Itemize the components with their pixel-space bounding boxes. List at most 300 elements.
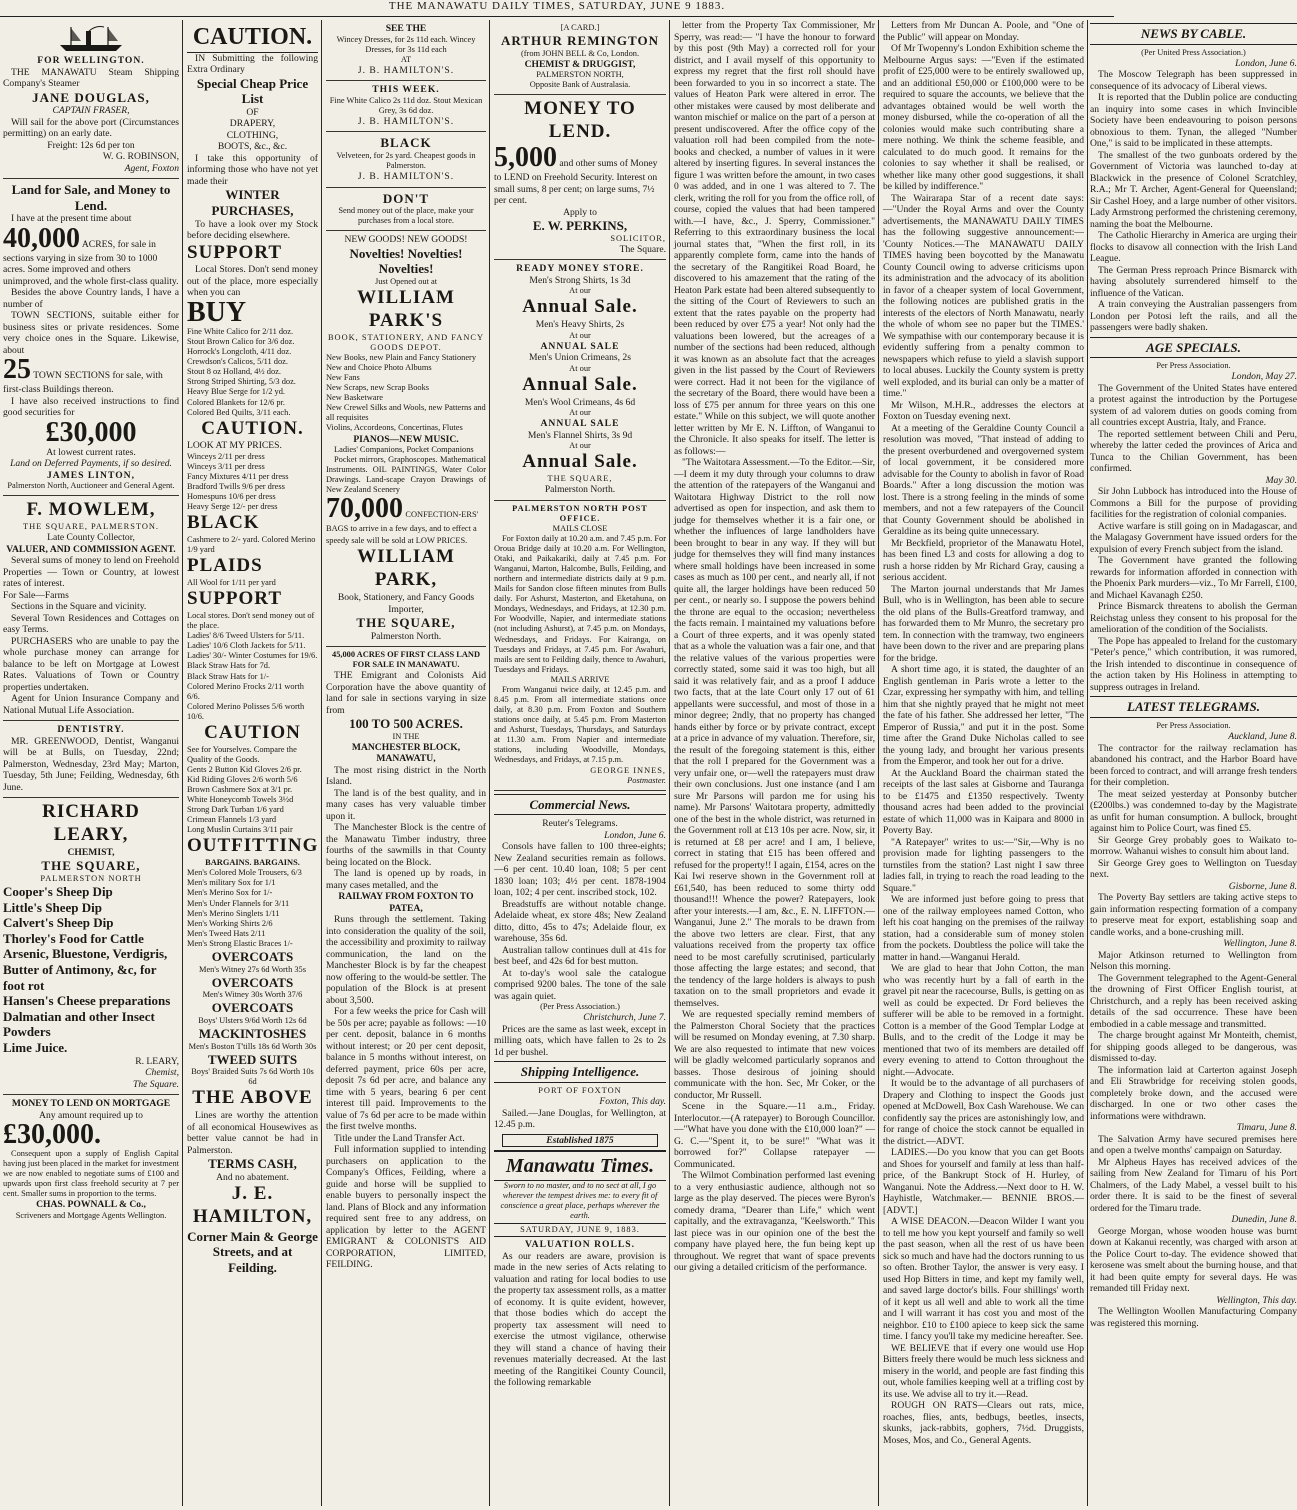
emig-title: Title under the Land Transfer Act.	[334, 1132, 465, 1144]
wool-sale: At to-day's wool sale the catalogue comprised 9200 bales. The tone of the sale was again quiet.	[494, 967, 666, 1002]
local-p13: It would be to the advantage of all purchasers of Drapery and Clothing to inspect the Goods just opened at McDowell, Box Cash Warehouse. We can confidently say the prices are astonishingly low, and for range of choice the stock cannot be equalled in the district.—ADVT.	[883, 1078, 1084, 1147]
column-rule	[1087, 20, 1088, 1506]
emig-in-the: IN THE	[392, 731, 420, 741]
look: To have a look over my Stock before deciding elsewhere.	[187, 218, 318, 242]
news-london: London, June 6.	[1235, 57, 1297, 69]
local-p5: At a meeting of the Geraldine County Council a resolution was moved, "That instead of adding to the present overburdened and overgoverned system of local government, it be considered more advisable for the County to abolish in favor of Road Boards." After a long discussion the motion was lost. There is a strong feeling in the minds of some members, and not a few ratepayers of the Council that County Government should be abolished in Geraldine as its being quite unnecessary.	[883, 422, 1084, 537]
postmaster: GEORGE INNES,	[590, 765, 666, 775]
send: Send money out of the place, make your purchases from a local store.	[338, 206, 474, 226]
chemist: CHEMIST & DRUGGIST,	[524, 58, 636, 70]
emigrant-advert	[326, 647, 486, 1275]
list-item: Men's Strong Elastic Braces 1/-	[187, 938, 293, 948]
emig-opened-up: The land is opened up by roads, in many cases metalled, and the	[326, 868, 486, 891]
overcoats3-body: Boys' Ulsters 9/6d Worth 12s 6d	[198, 1015, 307, 1025]
masthead: THE MANAWATU DAILY TIMES, SATURDAY, JUNE 9 1883.	[388, 0, 726, 12]
jb-hamilton-1: J. B. HAMILTON'S.	[357, 64, 455, 76]
velveteen: Velveteen, for 2s yard. Cheapest goods in Palmerston.	[336, 150, 476, 171]
land-acres-number: 40,000	[3, 222, 80, 254]
article-p3: We are requested specially remind members of the Palmerston Choral Society that the practices will be resumed on Monday evening, at 7.30 sharp. We are also requested to intimate that new voices will be gladly welcomed particularly sopranos and basses. Those desirous of joining should communicate with the hon. Sec, Mr Coker, or the conductor, Mr Russell.	[674, 1009, 875, 1101]
buy-heading: BUY	[187, 296, 247, 328]
list-item: New Crewel Silks and Wools, new Patterns and all requisites	[326, 403, 486, 423]
confection	[326, 495, 486, 546]
dentist-body: MR. GREENWOOD, Dentist, Wanganui will be at Bulls, on Tuesday, 22nd; Palmerston, Wednesday, 23rd May; Marton, Tuesday, 5th June; Feilding, Wednesday, 6th June.	[3, 735, 179, 793]
article-p2: "The Waitotara Assessment.—To the Editor.—Sir,—I deem it my duty through your columns to draw the attention of the ratepayers of the Wanganui and Waitotara Highway District to the roll now advertised as open for inspection, and ask them to judge for themselves whether it is a fair one, or whether the influences of large landholders have been brought to bear in any way. If they will but judge for themselves they will find many instances where small holdings have been increased in some cases as much as 100 per cent., and nearly all, if not quite all, the larger holdings have been reduced 50 per cent., or nearly so. I suppose the powers behind the throne are equal to the occasion; nevertheless the facts remain. I maintained my valuations before a Court of three experts, and it was openly stated that as a whole the valuation was a fair one, and that the relative values of the various properties were correctly stated, some said it was too high, but all said it was relatively fair, and as a proof I adduce two facts, that at the late Court only 17 out of 61 appellants were successful, and most of those in a minor degree; 2ndly, that no property has changed hands either by force or by private contract, except at a price in advance of my valuation. Therefore, sir, the result of the foregoing statement is this, either that the roll I prepared for the Government was a very unfair one, or—well the ratepayers must draw their own conclusions. Just one instance (and I am sure Mr Parsons will pardon me for using his name). Mr Parsons' Waitotara property, admittedly one of the best in the whole district, was returned in the Government roll at £13 10s per acre. Now, sir, it is returned at £8 per acre! and I am, I believe, correct in stating that £15 has been offered and refused for the property!! I again, £154, acres on the Kai Iwi reserve shown in the Government roll at £61,540, has been reduced to some thirty odd thousand!!! Whence the power? Ratepayers, look after your interests.—I am, &c., E. N. LIFFTON.— Wanganui, June 2." The morals to be drawn from the above two letters are clear. First, that any valuations received from the property tax office need to be most carefully scrutinised, particularly those affecting the large estates; and second, that the tendency of the large holders is always to push taxation on to the small proprietors and evade it themselves.	[674, 457, 875, 1009]
see-the: SEE THE	[385, 23, 427, 34]
latest-dunedin: Dunedin, June 8.	[1231, 1214, 1297, 1226]
list-item: Violins, Accordeons, Concertinas, Flutes	[326, 423, 463, 433]
money-title: MONEY TO LEND ON MORTGAGE	[11, 1098, 171, 1110]
this-week-advert	[326, 81, 486, 132]
column-rule	[878, 20, 879, 1506]
latest-l4: Sir George Grey goes to Wellington on Tuesday next.	[1090, 857, 1297, 881]
list-item: Men's Colored Mole Trousers, 6/3	[187, 868, 302, 878]
land-town: TOWN SECTIONS, suitable either for business sites or private residences. Some very choice ones in the Square. Likewise, about	[3, 310, 179, 356]
dont: DON'T	[382, 190, 430, 206]
land-instructions: I have also received instructions to find good securities for	[3, 395, 179, 419]
store-pn: Palmerston North.	[544, 484, 616, 496]
list-item: Long Muslin Curtains 3/11 pair	[187, 825, 293, 835]
column-6	[880, 20, 1087, 1506]
calico: Fine White Calico 2s 11d doz. Stout Mexican Grey, 3s 6d doz.	[329, 95, 483, 115]
consols: Consols have fallen to 100 three-eights; New Zealand securities remain as follows.—6 per cent. 10.40 loan, 108; 5 per cent 1830 loan; 103; 4½ per cent. 1878-1904 loan, 102; 4 per cent. inscribed stock, 102.	[494, 841, 666, 899]
annual-2: Annual Sale.	[522, 373, 638, 395]
money-intro: Any amount required up to	[39, 1109, 143, 1121]
list-item: Dalmatian and other Insect Powders	[3, 1008, 155, 1040]
leary-name: RICHARD LEARY,	[42, 801, 140, 846]
list-item: New and Choice Photo Albums	[326, 362, 432, 372]
local-p10: "A Ratepayer" writes to us:—"Sir,—Why is no provision made for lighting passengers to the turnstiles from the station? Last night I saw three ladies fall, in trying to reach the road leading to the Square."	[883, 836, 1084, 894]
leary-square: THE SQUARE,	[41, 858, 141, 874]
jb-hamilton-advert	[326, 20, 486, 81]
novelties: Novelties! Novelties!	[349, 245, 463, 261]
caution2-heading: CAUTION.	[201, 417, 304, 439]
list-item: Ladies' 30/- Winter Costumes for 19/6.	[187, 651, 318, 661]
port: PORT OF FOXTON	[538, 1085, 622, 1095]
black: BLACK	[380, 135, 432, 151]
land-agent-role: Palmerston North, Auctioneer and General Agent.	[7, 481, 175, 491]
list-item: Strong Striped Shirting, 5/3 doz.	[187, 377, 296, 387]
list-item: Arsenic, Bluestone, Verdigris, Butter of Antimony, &c, for foot rot	[3, 946, 168, 993]
caution-title: CAUTION.	[187, 23, 318, 53]
list-item: Local stores. Don't send money out of the place.	[187, 611, 315, 631]
local-p11: We are informed just before going to press that one of the railway employees named Cotton, who left his coat hanging on the premises of the railway station, had a considerable sum of money stolen from the pockets. Doubtless the police will take the matter in hand.—Wanganui Herald.	[883, 894, 1084, 963]
list-item: Calvert's Sheep Dip	[3, 915, 114, 931]
tweed-body: Boys' Braided Suits 7s 6d Worth 10s 6d	[191, 1067, 314, 1087]
mowlem-addr: THE SQUARE, PALMERSTON.	[22, 522, 160, 532]
list-item: Gents 2 Button Kid Gloves 2/6 pr.	[187, 764, 302, 774]
emig-most: The most rising district in the North Island.	[326, 764, 486, 788]
land-title: Land for Sale, and Money to Lend.	[11, 182, 171, 213]
list-item: New Scraps, new Scrap Books	[326, 383, 430, 393]
list-item: Men's military Sox for 1/1	[187, 878, 276, 888]
latest-l6: Major Atkinson returned to Wellington from Nelson this morning.	[1090, 949, 1297, 973]
plaids-heading: PLAIDS	[187, 555, 263, 577]
mowlem-valuer: VALUER, AND COMMISSION AGENT.	[6, 543, 176, 555]
article-p5: The Wilmot Combination performed last evening to a very enthusiastic audience, although not so large as the play deserved. The pieces were Byron's comedy drama, "Dearer than Life," which went capitally, and the extravaganza, "Keelsworth." This last piece was in our opinion one of the best the company have played here, the fun being kept up throughout. We regret that want of space prevents our giving a detailed criticism of the performance.	[674, 1170, 875, 1273]
column-3	[323, 20, 489, 1506]
ladies: Ladies' Companions, Pocket Companions	[334, 445, 474, 455]
park-name: WILLIAM PARK'S	[357, 287, 455, 331]
age-a1: The Government of the United States have entered a protest against the introduction by the Portugese system of ad valorem duties on goods coming from all countries except Austria, Italy, and France.	[1090, 382, 1297, 429]
valuation-body: As our readers are aware, provision is made in the new series of Acts relating to valuation and rating for local bodies to use the property tax assessment rolls, as a matter of economy. It is quite evident, however, that those bodies which do accept the property tax assessment will need to exercise the utmost vigilance, otherwise they will stand a chance of having their revenues materially decreased. At the last meeting of the Rangitikei County Council, the following remarkable	[494, 1250, 666, 1389]
list-item: Colored Bed Quilts, 3/11 each.	[187, 407, 291, 417]
list-item: New Basketware	[326, 393, 383, 403]
list-item: Men's Working Shirts 2/6	[187, 918, 273, 928]
leary-sign3: The Square.	[132, 1078, 179, 1090]
land-town2: TOWN SECTIONS for sale, with first-class Buildings thereon.	[3, 370, 163, 396]
latest-l13: The Wellington Woollen Manufacturing Company was registered this morning.	[1090, 1306, 1297, 1329]
num5000: 5,000	[494, 142, 557, 173]
list-item: Winceys 2/11 per dress	[187, 451, 265, 461]
news-n6: A train conveying the Australian passengers from London per Potosi left the rails, and all the passengers were badly shaken.	[1090, 299, 1297, 334]
list-item: Lime Juice.	[3, 1039, 68, 1055]
overcoats-body: Men's Witney 27s 6d Worth 35s	[199, 964, 306, 974]
mails-close: MAILS CLOSE	[552, 523, 608, 533]
heavy: Men's Heavy Shirts, 2s	[535, 319, 625, 331]
local-p6: Mr Beckfield, proprietor of the Manawatu Hotel, has been fined L3 and costs for allowing a dog to rush a horse ridden by Mr Richard Gray, causing a serious accident.	[883, 537, 1084, 583]
column-5	[671, 20, 878, 1506]
mowlem-sale2: Sections in the Square and vicinity.	[11, 601, 147, 613]
no-abatement: And no abatement.	[216, 1171, 289, 1183]
caution3-heading: CAUTION	[204, 721, 301, 743]
list-item: Colored Blankets for 12/6 pr.	[187, 397, 285, 407]
news-n2: It is reported that the Dublin police are conducting an inquiry into some cases in which Invincible Society have been endeavouring to poison persons obnoxious to them. Tynan, the alleged "Number One," is said to be implicated in these attempts.	[1090, 92, 1297, 150]
latest-auckland: Auckland, June 8.	[1228, 731, 1297, 743]
wool: Men's Wool Crimeans, 4s 6d	[524, 396, 636, 408]
overcoats2-body: Men's Witney 30s Worth 37/6	[202, 990, 303, 1000]
above-heading: THE ABOVE	[192, 1087, 313, 1109]
local-p17: ROUGH ON RATS—Clears out rats, mice, roaches, flies, ants, bedbugs, beetles, insects, skunks, jack-rabbits, gophers, 7½d. Druggists, Moses, Mos, and Co., General Agents.	[883, 1400, 1084, 1446]
list-item: Men's Tweed Hats 2/11	[187, 928, 266, 938]
at-our-5: At our	[569, 441, 591, 451]
emig-runs: Runs through the settlement. Taking into consideration the quality of the soil, the accessibility and proximity to railway communication, the land on the Manchester Block is by far the cheapest now offering to the would-be settler. The population of the Block is at present about 3,500.	[326, 914, 486, 1006]
mowlem-name: F. MOWLEM,	[26, 499, 156, 521]
emig-terms: For a few weeks the price for Cash will be 50s per acre; payable as follows: —10 per cent. deposit, balance in 6 months without interest; or 20 per cent deposit, balance in 5 months without interest, on deferred payment, price 60s per acre, deposit 7s 6d per acre, and balance any time with 5 years, bearing 6 per cent interest till paid. Improvements to the value of 7s 6d per acre to be made within the first twelve months.	[326, 1006, 486, 1133]
list-item: Kid Riding Gloves 2/6 worth 5/6	[187, 774, 298, 784]
land-agent-name: JAMES LINTON,	[47, 469, 135, 481]
latest-l8: The charge brought against Mr Monteith, chemist, for shipping goods alleged to be dangerous, was dismissed to-day.	[1090, 1030, 1297, 1065]
novelties2: Novelties!	[378, 261, 434, 277]
latest-l2: The meat seized yesterday at Ponsonby butcher (£200lbs.) was condemned to-day by the Magistrate as unfit for human consumption. A bullock, brought against him to Police Court, was fined £5.	[1090, 788, 1297, 835]
list-item: Black Straw Hats for 7d.	[187, 661, 271, 671]
land-acres	[3, 222, 179, 288]
apply: Apply to	[563, 206, 597, 218]
latest-wellington: Wellington, June 8.	[1223, 938, 1297, 950]
at-our-4: At our	[569, 408, 591, 417]
list-item: Homespuns 10/6 per dress	[187, 492, 276, 502]
money-body: and other sums of Money to LEND on Freehold Security. Interest on small sums, 8 per cent; on large sums, 7½ per cent.	[494, 158, 658, 206]
overcoats2-heading: OVERCOATS	[211, 974, 294, 990]
local-p14: LADIES.—Do you know that you can get Boots and Shoes for yourself and family at less than half-price, of the Bankrupt Stock of H. Hurley, of Wanganui. Note the Address.—Next door to H. W. Hayhistle, Watchmaker.— BENNIE BROS.—[ADVT.]	[883, 1147, 1084, 1216]
local-p16: WE BELIEVE that if every one would use Hop Bitters freely there would be much less sickness and misery in the world, and people are fast finding this out, whole families keeping well at a trifling cost by its use. We advise all to try it.—Read.	[883, 1342, 1084, 1400]
land-acres-text: ACRES, for sale in sections varying in size from 30 to 1000 acres. Some improved and others unimproved, and the whole first-class quality.	[3, 238, 179, 287]
age-may: May 30.	[1265, 474, 1297, 486]
emig-intro: THE Emigrant and Colonists Aid Corporation have the above quantity of land for sale in sections varying in size from	[326, 670, 486, 716]
latest-l9: The information laid at Carterton against Joseph and Eli Strawbridge for receiving stolen goods, completely broke down, and the accused were discharged. In one or two other cases the informations were withdrawn.	[1090, 1064, 1297, 1122]
dentist-title: DENTISTRY.	[57, 724, 125, 736]
news-n3: The smallest of the two gunboats ordered by the Government of Victoria was launched to-day at Blackwick in the presence of Colonel Scratchley, R.A.; Mr T. Archer, Agent-General for Queensland; Sir Cashel Hoey, and a large number of other visitors. Lady Armstrong performed the christening ceremony, naming the boat the Melbourne.	[1090, 149, 1297, 230]
card: [A CARD.]	[560, 23, 600, 32]
prices: Prices are the same as last week, except in milling oats, which have fallen to 2s to 2s 1d per bushel.	[494, 1023, 666, 1058]
local-p1: Letters from Mr Duncan A. Poole, and "One of the Public" will appear on Monday.	[883, 20, 1084, 43]
list-item: Men's Merino Singlets 1/11	[187, 908, 280, 918]
ready: READY MONEY STORE.	[516, 263, 644, 275]
land-advert	[3, 179, 179, 496]
ship-agent-role: Agent, Foxton	[124, 162, 179, 174]
latest-timaru: Timaru, June 8.	[1236, 1122, 1297, 1134]
local-p3: The Wairarapa Star of a recent date says:—"Under the Royal Arms and over the County advertisements, the MANAWATU DAILY TIMES has the following suggestive announcement:— 'County Notices.—The MANAWATU DAILY TIMES having been boycotted by the Manawatu County Council owing to adverse criticisms upon its administration and the advocacy of its abolition in favor of a cheaper system of local Government, the following notices are published gratis in the interests of the electors of North Manawatu, nearly the whole of whom see no paper but the TIMES.' We sympathise with our contemporary because it is evidently suffering from a penalty common to newspapers which refuse to yield a slavish support to local abuses. Luckily the County system is pretty well exploded, and its burial can only be a matter of time."	[883, 192, 1084, 399]
column-rule	[321, 20, 322, 1506]
hamilton-corner: Corner Main & George	[187, 1228, 318, 1244]
overcoats3-heading: OVERCOATS	[211, 1000, 294, 1016]
list-item: New Books, new Plain and Fancy Stationery	[326, 352, 477, 362]
valuation-title: VALUATION ROLLS.	[524, 1239, 635, 1251]
mails-arrive: MAILS ARRIVE	[550, 674, 610, 684]
land-town-sections	[3, 356, 179, 396]
emig-block: MANCHESTER BLOCK, MANAWATU,	[351, 741, 461, 765]
age-a5: The Government have granted the following rewards for information afforded in connection with the Phoenix Park murders—viz., To Mr Farrell, £100, and Michael Kavanagh £250.	[1090, 555, 1297, 601]
terms-heading: TERMS CASH,	[208, 1156, 297, 1172]
support2-heading: SUPPORT	[187, 588, 283, 610]
land-rates: At lowest current rates.	[46, 446, 136, 458]
list-item: Ladies' 10/6 Cloth Jackets for 5/11.	[187, 641, 306, 651]
chch-date: Christchurch, June 7.	[583, 1012, 666, 1024]
drapery: DRAPERY,	[229, 118, 276, 130]
park-depot: BOOK, STATIONERY, AND FANCY GOODS DEPOT.	[327, 332, 485, 352]
black-heading: BLACK	[187, 512, 260, 534]
list-item: New Fans	[326, 373, 360, 383]
bread: Breadstuffs are without notable change. Adelaide wheat, ex store 48s; New Zealand ditto, ditto, 45s to 47s; Adelaide flour, ex warehouse, 35s 6d.	[494, 898, 666, 945]
emig-range: 100 TO 500 ACRES.	[349, 716, 463, 732]
list-item: Colored Merino Polisses 5/6 worth 10/6.	[187, 701, 305, 721]
wpark-name: WILLIAM PARK,	[357, 546, 455, 591]
park-list	[326, 353, 486, 434]
money-title: MONEY TO LEND.	[524, 98, 636, 143]
local-p7: The Marton journal understands that Mr James Bull, who is in Wellington, has been able to secure the old plans of the Bulls-Greatford tramway, and has forwarded them to Mr Munro, the secretary pro tem. In connection with the tramway, two engineers have been down to the river and are preparing plans for the bridge.	[883, 583, 1084, 664]
column-rule	[489, 20, 490, 1506]
bargain-list	[187, 868, 318, 949]
latest-l1: The contractor for the railway reclamation has abandoned his contract, and the Harbor Board have been forced to contract, and will arrange fresh tenders for their completion.	[1090, 742, 1297, 789]
see-list	[187, 765, 318, 836]
wincey: Wincey Dresses, for 2s 11d each. Wincey Dresses, for 3s 11d each	[336, 34, 476, 54]
support2-list	[187, 611, 318, 722]
latest-heading: LATEST TELEGRAMS.	[1090, 696, 1297, 718]
money-sign2: Scriveners and Mortgage Agents Wellington.	[15, 1210, 167, 1220]
age-a7: The Pope has appealed to Ireland for the customary "Peter's pence," which contribution, it was rumored, the Irish intended to discontinue in consequence of the action taken by His Holiness in attempting to suppress outrages in Ireland.	[1090, 635, 1297, 693]
shirts: Men's Strong Shirts, 1s 3d	[529, 274, 631, 286]
remington-advert	[494, 20, 666, 95]
leary-advert	[3, 798, 179, 1095]
ship-agent: W. G. ROBINSON,	[102, 151, 179, 163]
special-price-list: Special Cheap Price List	[196, 75, 309, 107]
hamilton-streets: Streets, and at Feilding.	[212, 1244, 293, 1276]
ready-money-advert	[494, 260, 666, 500]
latest-l3: Sir George Grey probably goes to Waikato to-morrow. Wahanui wishes to consult him about land.	[1090, 834, 1297, 858]
foxton-day: Foxton, This day.	[599, 1096, 666, 1108]
postmaster-role: Postmaster.	[627, 775, 666, 785]
jb-hamilton-3: J. B. HAMILTON'S.	[357, 171, 455, 183]
article-p4: Scene in the Square.—11 a.m., Friday. Interlocutor.—(A ratepayer) to Borough Councillor.—"What have you done with the £10,000 loan?" — G. C.—"Spent it, to be sure!" "What was it borrowed for?" Collapse ratepayer — Communicated.	[674, 1101, 875, 1170]
land-deferred: Land on Deferred Payments, if so desired.	[10, 458, 172, 470]
established-badge: Established 1875	[502, 1134, 658, 1148]
list-item: Black Straw Hats for 1/-	[187, 671, 269, 681]
ship-name: JANE DOUGLAS,	[32, 89, 150, 105]
local-p2: Of Mr Twopenny's London Exhibition scheme the Melbourne Argus says: —"Even if the estimated profit of £25,000 were to be entirely swallowed up, and an additional £50,000 or £100,000 were to be required to square the accounts, we believe that the advantages obtained would be well worth the money disbursed, while the co-operation of all the colonies would make such contributing share a mere nothing. We think the scheme feasible, and calculated to do much good. It remains for the colonies to say whether it shall be realised, or whether like many other good suggestions, it shall be killed by indifference."	[883, 43, 1084, 192]
emig-manchester: The Manchester Block is the centre of the Manawatu Timber industry, three fourths of the sawmills in that County being located on the Block.	[326, 822, 486, 868]
land-intro: I have at the present time about	[11, 213, 132, 225]
price-list	[187, 452, 318, 512]
look-prices: LOOK AT MY PRICES.	[187, 440, 282, 452]
latest-l11: Mr Alpheus Hayes has received advices of the sailing from New Zealand for Timaru of his Port Chalmers, of the Lady Mabel, a vessel built to his order there. It is said to be the finest of several ordered for the Timaru trade.	[1090, 1156, 1297, 1214]
annual-3: Annual Sale.	[522, 451, 638, 473]
ship-sail: Will sail for the above port (Circumstances permitting) on an early date.	[3, 116, 179, 140]
local-p4: Mr Wilson, M.H.R., addresses the electors at Foxton on Tuesday evening next.	[883, 399, 1084, 422]
flannel: Men's Flannel Shirts, 3s 9d	[527, 429, 633, 441]
ship-captain: CAPTAIN FRASER,	[52, 105, 130, 117]
leary-town: PALMERSTON NORTH	[40, 873, 142, 883]
see-quality: See for Yourselves. Compare the Quality of the Goods.	[187, 744, 297, 764]
overcoats-heading: OVERCOATS	[211, 948, 294, 964]
list-item: Bradford Twills 9/6 per dress	[187, 482, 285, 492]
mowlem-body: Several sums of money to lend on Freehold Properties — Town or Country, at lowest rates of interest.	[3, 555, 179, 590]
age-a6: Prince Bismarck threatens to abolish the German Reichstag unless they consent to his proposal for the amelioration of the condition of the Socialists.	[1090, 601, 1297, 636]
list-item: Fine White Calico for 2/11 doz.	[187, 326, 294, 336]
list-item: Colored Merino Frocks 2/11 worth 6/6.	[187, 681, 304, 701]
mowlem-agent: Agent for Union Insurance Company and National Mutual Life Association.	[3, 693, 179, 716]
mowlem-sale: For Sale—Farms	[3, 589, 69, 601]
column-7	[1089, 20, 1297, 1506]
list-item: Ladies' 8/6 Tweed Ulsters for 5/11.	[187, 631, 305, 641]
buy-list	[187, 327, 318, 418]
list-item: Strong Dark Turban 1/6 yard	[187, 805, 284, 815]
column-rule	[182, 20, 183, 1506]
hamilton-name: J. E. HAMILTON,	[192, 1183, 313, 1228]
list-item: Men's Merino Sox for 1/-	[187, 888, 273, 898]
column-2	[184, 20, 321, 1506]
list-item: Men's Under Flannels for 3/11	[187, 898, 290, 908]
money-conseq: Consequent upon a supply of English Capital having just been placed in the market for investment we are now enabled to negotiate sums of £100 and upwards upon first class freehold security at 7 per cent. Smaller sums in proportion to the terms.	[3, 1149, 179, 1199]
emig-railway: RAILWAY FROM FOXTON TO PATEA,	[338, 891, 474, 914]
age-london: London, May 27.	[1231, 371, 1297, 383]
local-p12: We are glad to hear that John Cotton, the man who was recently hurt by a fall of earth in the gravel pit near the racecourse, Bulls, is getting on as well as could be expected. Dr Ford believes the sufferer will be able to be removed in a fortnight. Cotton is a member of the Good Templar Lodge at Bulls, and to the credit of the Lodge it may be mentioned that two of its members are detailed off every evening to attend to Cotton throughout the night.—Advocate.	[883, 963, 1084, 1078]
ship-for: FOR WELLINGTON.	[37, 55, 145, 66]
park-pn: Palmerston North.	[370, 630, 442, 642]
sailed: Sailed.—Jane Douglas, for Wellington, at 12.45 p.m.	[494, 1107, 666, 1131]
at-our-2: At our	[569, 330, 591, 340]
masthead-rule	[0, 16, 1114, 17]
above-body: Lines are worthy the attention of all economical Housewives as better value cannot be had in Palmerston.	[187, 1110, 318, 1156]
opposite: Opposite Bank of Australasia.	[529, 80, 631, 90]
local-p8: A short time ago, it is stated, the daughter of an English gentleman in Paris wrote a letter to the Czar, expressing her sympathy with him, and telling him that she nightly prayed that he might not meet the fate of his father. She addressed her letter, "The Emperor of Russia," and put it in the post. Some time after the Grand Duke Nicholas called to see the young lady, and brought her various presents from the Emperor, and took her out for a drive.	[883, 664, 1084, 767]
clothing: CLOTHING,	[226, 129, 279, 141]
leary-items	[3, 884, 179, 1056]
latest-press: Per Press Association.	[1156, 720, 1231, 730]
land-pounds: £30,000	[45, 416, 137, 448]
at-our-1: At our	[569, 286, 591, 296]
list-item: Heavy Serge 12/- per dress	[187, 502, 278, 512]
ship-advert	[3, 20, 179, 179]
list-item: Brown Cashmere Sox at 3/1 pr.	[187, 785, 293, 795]
ladies2: Pocket mirrors, Graphoscopes. Mathematical Instruments. OIL PAINTINGS, Water Color Drawings. Land-scape Crayon Drawings of New Zealand Scenery	[326, 455, 486, 495]
money-mortgage-advert	[3, 1095, 179, 1225]
list-item: Thorley's Food for Cattle	[3, 930, 144, 946]
leary-sign2: Chemist,	[145, 1067, 179, 1079]
leary-role: CHEMIST,	[67, 846, 115, 858]
bookimp: Book, Stationery, and Fancy Goods Importer,	[337, 592, 475, 615]
land-num25: 25	[3, 354, 31, 386]
latest-gisborne: Gisborne, June 8.	[1228, 880, 1297, 892]
store-square: THE SQUARE,	[547, 473, 613, 483]
list-item: Crewdson's Calicos, 5/11 doz.	[187, 357, 288, 367]
pn: PALMERSTON NORTH,	[536, 70, 624, 80]
list-item: Stout 8 oz Holland, 4½ doz.	[187, 367, 281, 377]
mowlem-sale3: Several Town Residences and Cottages on easy Terms.	[3, 612, 179, 636]
winter-purchases: WINTER PURCHASES,	[211, 187, 294, 219]
ship-intro: THE MANAWATU Steam Shipping Company's Steamer	[3, 66, 179, 89]
money-pounds: £30,000.	[3, 1119, 101, 1151]
annual-1: Annual Sale.	[522, 296, 638, 318]
from: (from JOHN BELL & Co, London.	[520, 48, 640, 58]
pianos: PIANOS—NEW MUSIC.	[353, 433, 459, 445]
reuters: Reuter's Telegrams.	[542, 818, 618, 830]
dentist-advert	[3, 721, 179, 798]
local-p9: At the Auckland Board the chairman stated the receipts of the last sales at Gisborne and Tauranga to be £1475 and £1350 respectively. Twenty thousand acres had been added to the provincial estate of which 11,000 was in Kaipara and 8000 in Poverty Bay.	[883, 767, 1084, 836]
shipping-heading: Shipping Intelligence.	[494, 1061, 666, 1083]
list-item: Little's Sheep Dip	[3, 899, 102, 915]
news-n1: The Moscow Telegraph has been suppressed in consequence of its advocacy of Liberal views.	[1090, 69, 1297, 92]
latest-l12: George Morgan, whose wooden house was burnt down at Kakanui recently, was charged with arson at the Police Court to-day. The evidence showed that kerosene was smelt about the burning house, and that it had been quite empty for several days. He was remanded till Friday next.	[1090, 1225, 1297, 1295]
mowlem-late: Late County Collector,	[47, 532, 135, 544]
park-square: THE SQUARE,	[356, 615, 456, 631]
london-date: London, June 6.	[604, 829, 666, 841]
mowlem-purchasers: PURCHASERS who are unable to pay the whole purchase money can arrange for balance to be left on Mortgage at Lowest Rates. Valuations of Town or Country properties undertaken.	[3, 635, 179, 693]
num70: 70,000	[326, 493, 403, 525]
park-advert	[326, 231, 486, 647]
paper-date: SATURDAY, JUNE 9, 1883.	[494, 1223, 666, 1237]
emig-land-best: The land is of the best quality, and in many cases has very valuable timber upon it.	[326, 787, 486, 822]
opened: Just Opened out at	[374, 277, 438, 287]
emig-acres: 45,000 ACRES OF FIRST CLASS LAND FOR SALE IN MANAWATU.	[332, 650, 480, 670]
plaids-body: All Wool for 1/11 per yard	[187, 578, 276, 588]
local-p15: A WISE DEACON.—Deacon Wilder I want you to tell me how you kept yourself and family so well the past season, when all the rest of us have been sick so much and have had the doctors running to us so often. Brother Taylor, the answer is very easy. I used Hop Bitters in time, and kept my family well, and saved large doctor's bills. Four shillings' worth of it kept us all well and able to work all the time and I will warrant it has cost you and most of the neighbor. £10 to £100 apiece to keep sick the same time. I fancy you'll take my medicine hereafter. See.	[883, 1216, 1084, 1342]
support-body: Local Stores. Don't send money out of the place, more especially when you can	[187, 264, 318, 299]
list-item: Cooper's Sheep Dip	[3, 884, 113, 899]
column-1	[0, 20, 182, 1506]
age-a4: Active warfare is still going on in Madagascar, and the Malagasy Government have issued orders for the expulsion of every French subject from the island.	[1090, 520, 1297, 555]
this-week: THIS WEEK.	[372, 84, 440, 96]
annual-sale-2: ANNUAL SALE	[540, 418, 620, 430]
leary-sign: R. LEARY,	[135, 1055, 179, 1067]
list-item: White Honeycomb Towels 3½d	[187, 795, 294, 805]
solicitor: SOLICITOR,	[610, 233, 666, 243]
annual-sale-1: ANNUAL SALE	[540, 340, 620, 352]
mackintoshes-body: Men's Boston T'tills 18s 6d Worth 30s	[188, 1041, 317, 1051]
age-a2: The reported settlement between Chili and Peru, whereby the latter ceded the provinces of Arica and Tunca to the Chilian Government, has been confirmed.	[1090, 428, 1297, 475]
latest-l7: The Government telegraphed to the Agent-General the drowning of First Officer English tourist, at Christchurch, and a reply has been received asking details of the sad occurrence. These have been embodied in a cable message and transmitted.	[1090, 972, 1297, 1030]
arthur: ARTHUR REMINGTON	[501, 33, 659, 49]
black-velveteen-advert	[326, 132, 486, 187]
crimeans: Men's Union Crimeans, 2s	[529, 352, 631, 364]
press-assoc: (Per Press Association.)	[540, 1002, 620, 1012]
money-5000	[494, 144, 666, 207]
news-cable-heading: NEWS BY CABLE.	[1090, 23, 1297, 45]
mowlem-advert	[3, 496, 179, 721]
confection-text: CONFECTION-ERS' BAGS to arrive in a few days, and to effect a speedy sale will be sold at LOW PRICES.	[326, 510, 479, 545]
perkins: E. W. PERKINS,	[532, 218, 628, 233]
dont-advert	[326, 188, 486, 232]
post-title: PALMERSTON NORTH POST OFFICE.	[512, 503, 648, 523]
list-item: Fancy Mixtures 4/11 per dress	[187, 472, 289, 482]
